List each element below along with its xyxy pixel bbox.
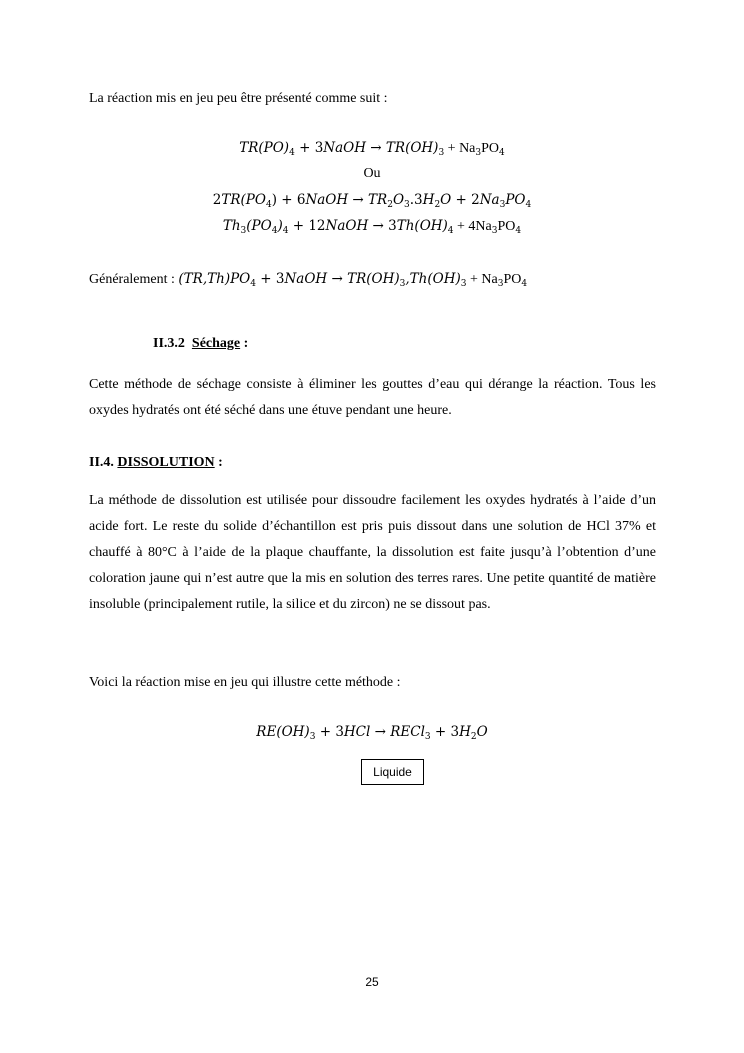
page-number: 25 (365, 975, 379, 989)
equation-4: $RE(OH)_3 + 3HCl$ → RECl$_3$ + $3H_2O$ (256, 724, 488, 742)
or-label: Ou (363, 166, 381, 181)
equation-3: $Th_3(PO_4)_4$ + 12NaOH → $3Th(OH)_4 + 4Na_3PO_4$ (222, 218, 522, 236)
section-heading-dissolution: II.4. DISSOLUTION : (89, 455, 223, 470)
equation-1: $TR(PO)_4$ + 3NaOH → $TR(OH)_3 + Na_3PO_4$ (239, 140, 505, 158)
intro-text: La réaction mis en jeu peu être présenté comme suit : (89, 91, 388, 106)
paragraph-dissolution: La méthode de dissolution est utilisée pour dissoudre facilement les oxydes hydratés à l’aide d’un acide fort. Le reste du solide d’échantillon est pris puis dissout dans une solution de HCl 37% et chauffé à 80°C à l’aide de la plaque chauffante, la dissolution est faite jusqu’à l’obtention d’une coloration jaune qui n’est autre que la mis en solution des terres rares. Une petite quantité de matière insoluble (principalement rutile, la silice et du zircon) ne se dissout pas. (89, 493, 656, 612)
intro-reaction-text: Voici la réaction mise en jeu qui illustre cette méthode : (89, 675, 401, 690)
section-heading-sechage: II.3.2 Séchage : (153, 336, 249, 351)
general-equation: Généralement : $(TR,Th)PO_4$ + 3NaOH → $TR(OH)_3,Th(OH)_3 + Na_3PO_4$ (89, 271, 528, 289)
paragraph-sechage: Cette méthode de séchage consiste à éliminer les gouttes d’eau qui dérange la réaction. Tous les oxydes hydratés ont été séché dans une étuve pendant une heure. (89, 377, 656, 418)
equation-2: $2TR(PO_4)$ + 6NaOH → $TR_2O_3.3H_2O + 2Na_3PO_4$ (212, 192, 532, 210)
liquide-label-box: Liquide (361, 759, 424, 785)
